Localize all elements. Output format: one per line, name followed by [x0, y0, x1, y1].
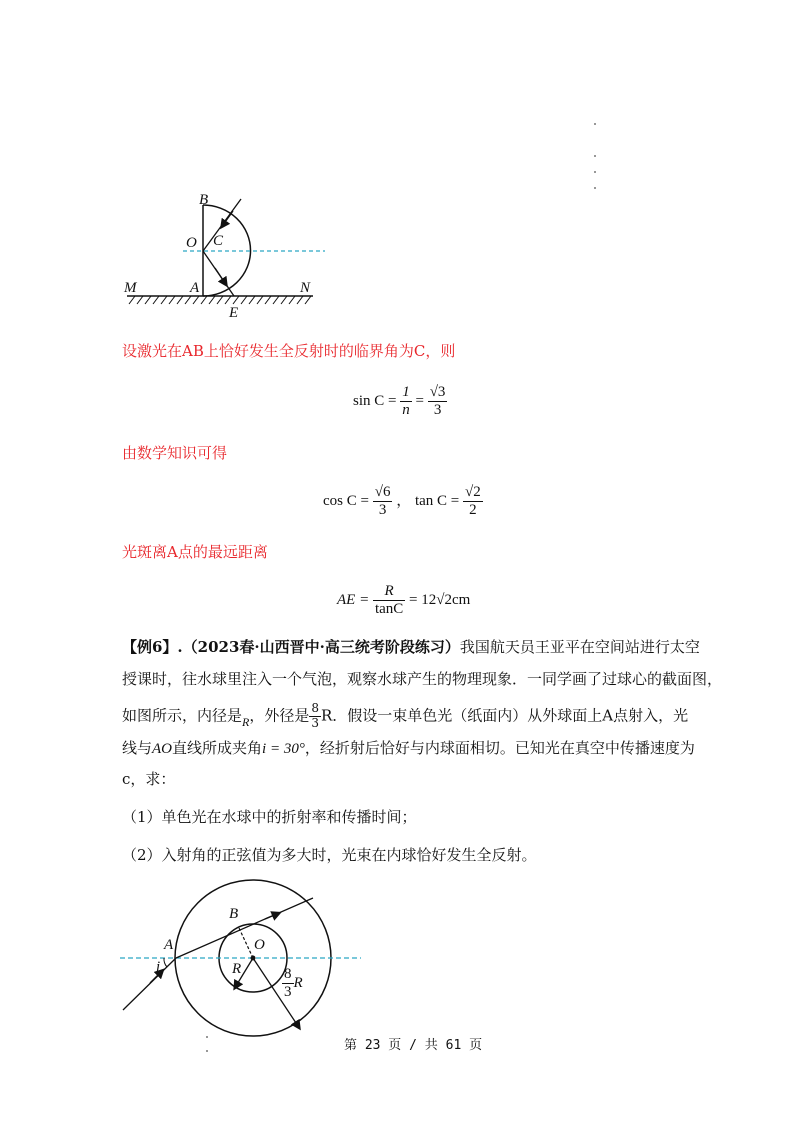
example-p3a: 如图所示，内径是 — [122, 706, 243, 725]
fig2-label-O: O — [254, 937, 265, 953]
eq3-den: tanC — [374, 601, 404, 618]
eq1-den2: 3 — [433, 402, 442, 419]
example-p3b: R — [242, 715, 250, 730]
example-line-2: 授课时，往水球里注入一个气泡，观察水球产生的物理现象．一同学画了过球心的截面图， — [122, 670, 723, 688]
example-p3c: ，外径是 — [249, 706, 310, 725]
eq3-lhs: AE = — [337, 592, 370, 609]
stray-dot — [206, 1036, 208, 1038]
eq1-den1: n — [402, 402, 410, 419]
stray-dot — [594, 155, 596, 157]
example-p3d: R．假设一束单色光（纸面内）从外球面上A点射入，光 — [321, 706, 689, 725]
fig2-label-A: A — [164, 937, 174, 953]
example-line-1 — [122, 640, 700, 655]
example-p3-den: 3 — [311, 715, 320, 730]
eq1-num1: 1 — [400, 384, 412, 402]
eq2-cos-den: 3 — [378, 502, 387, 519]
eq2-sep: ， — [396, 493, 412, 510]
equation-cos-tan — [323, 484, 483, 520]
fig2-label-i: i — [156, 959, 161, 975]
eq1-eq: = — [415, 393, 424, 410]
eq2-tan-num: √2 — [463, 484, 483, 502]
stray-dot — [594, 187, 596, 189]
example-p1: 我国航天员王亚平在空间站进行太空 — [459, 638, 700, 656]
figure-water-ball-diagram — [115, 870, 365, 1050]
eq3-rhs: = 12√2cm — [409, 592, 471, 609]
question-1: （1）单色光在水球中的折射率和传播时间； — [122, 808, 417, 826]
eq2-tan: tan C = — [414, 493, 460, 510]
page-footer: 第 23 页 / 共 61 页 — [344, 1038, 483, 1053]
example-line-4 — [122, 741, 695, 757]
eq2-tan-den: 2 — [469, 502, 477, 519]
fig1-label-A: A — [190, 280, 200, 296]
stray-dot — [594, 171, 596, 173]
example-p4e: ，经折射后恰好与内球面相切。已知光在真空中传播速度为 — [304, 739, 695, 757]
fig2-label-R: R — [232, 961, 242, 977]
example-p4b: AO — [152, 741, 173, 757]
fig2-num: 8 — [282, 966, 294, 984]
fig1-label-M: M — [124, 280, 137, 296]
eq2-cos: cos C = — [323, 493, 369, 510]
solution-line-3: 光斑离A点的最远距离 — [122, 543, 268, 561]
eq1-num2: √3 — [428, 384, 448, 402]
example-p4c: 直线所成夹角 — [172, 739, 263, 757]
fig2-label-B: B — [229, 906, 239, 922]
equation-sinC — [353, 384, 447, 420]
fig2-label-outer-radius — [282, 966, 303, 1002]
example-tag: 【例6】. — [122, 638, 183, 656]
stray-dot — [594, 123, 596, 125]
eq1-lhs: sin C = — [353, 393, 397, 410]
fig1-label-O: O — [186, 235, 197, 251]
example-line-5: c，求： — [122, 770, 176, 788]
solution-line-2: 由数学知识可得 — [122, 444, 228, 462]
fig1-label-E: E — [229, 305, 239, 321]
fig1-label-N: N — [300, 280, 311, 296]
fig2-R2: R — [293, 975, 303, 992]
equation-AE — [337, 583, 470, 619]
stray-dot — [206, 1050, 208, 1052]
example-p3-num: 8 — [311, 701, 320, 715]
fig1-label-B: B — [199, 192, 209, 208]
example-p4d: i = 30° — [262, 741, 305, 757]
example-p4a: 线与 — [122, 739, 153, 757]
example-source: （2023春·山西晋中·高三统考阶段练习） — [182, 638, 460, 656]
fig2-den: 3 — [284, 984, 292, 1001]
question-2: （2）入射角的正弦值为多大时，光束在内球恰好发生全反射。 — [122, 846, 537, 864]
figure-semicircle-diagram — [115, 185, 325, 325]
example-line-3 — [122, 702, 688, 731]
eq3-num: R — [373, 583, 405, 601]
fig1-label-C: C — [213, 233, 224, 249]
solution-line-1: 设激光在AB上恰好发生全反射时的临界角为C，则 — [122, 342, 456, 360]
eq2-cos-num: √6 — [373, 484, 393, 502]
